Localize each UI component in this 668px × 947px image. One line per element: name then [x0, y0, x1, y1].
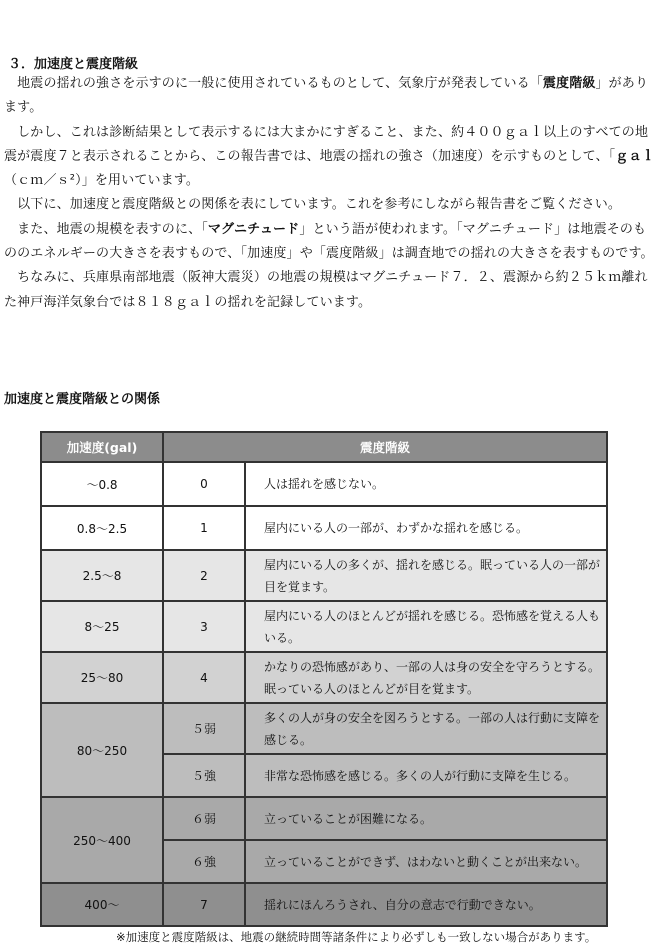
- table-row: [41, 703, 607, 754]
- accel-cell: 8～25: [41, 601, 163, 652]
- paragraph: [4, 266, 656, 315]
- paragraph-text: 」という語が使われます。「マグニチュード」は地震そのもののエネルギーの大きさを表すもので、「加速度」や「震度階級」は調査地での揺れの大きさを表すものです。: [4, 221, 654, 262]
- desc-cell: 多くの人が身の安全を図ろうとする。一部の人は行動に支障を感じる。: [245, 703, 607, 754]
- level-cell: ６弱: [163, 797, 245, 840]
- emphasis-text: 震度階級: [542, 76, 596, 91]
- intensity-table: [40, 431, 608, 927]
- table-row: [41, 462, 607, 506]
- desc-cell: 人は揺れを感じない。: [245, 462, 607, 506]
- paragraph-text: しかし、これは診断結果として表示するには大まかにすぎること、また、約４００ｇａｌ以上のすべての地震が震度７と表示されることから、この報告書では、地震の揺れの強さ（加速度）を示すものとして、「: [4, 124, 649, 164]
- desc-cell: 屋内にいる人のほとんどが揺れを感じる。恐怖感を覚える人もいる。: [245, 601, 607, 652]
- desc-cell: 屋内にいる人の一部が、わずかな揺れを感じる。: [245, 506, 607, 550]
- desc-cell: 屋内にいる人の多くが、揺れを感じる。眠っている人の一部が目を覚ます。: [245, 550, 607, 601]
- paragraph-text: （ｃｍ／ｓ²）」を用いています。: [4, 173, 200, 189]
- desc-cell: 揺れにほんろうされ、自分の意志で行動できない。: [245, 883, 607, 926]
- accel-cell: 2.5～8: [41, 550, 163, 601]
- accel-cell: 400～: [41, 883, 163, 926]
- table-row: [41, 652, 607, 703]
- table-row: [41, 601, 607, 652]
- level-cell: 2: [163, 550, 245, 601]
- paragraph-text: ちなみに、兵庫県南部地震（阪神大震災）の地震の規模はマグニチュード７．２、震源から約２５ｋｍ離れた神戸海洋気象台では８１８ｇａｌの揺れを記録しています。: [4, 270, 648, 310]
- level-cell: ６強: [163, 840, 245, 883]
- section-heading: ３．加速度と震度階級: [8, 57, 139, 72]
- table-row: [41, 550, 607, 601]
- desc-cell: かなりの恐怖感があり、一部の人は身の安全を守ろうとする。眠っている人のほとんどが目を覚ます。: [245, 652, 607, 703]
- accel-cell: 0.8～2.5: [41, 506, 163, 550]
- level-cell: 0: [163, 462, 245, 506]
- level-cell: 1: [163, 506, 245, 550]
- level-cell: ５弱: [163, 703, 245, 754]
- table-row: [41, 797, 607, 840]
- header-acceleration: 加速度(gal): [41, 432, 163, 462]
- level-cell: 3: [163, 601, 245, 652]
- body-text: [4, 72, 656, 315]
- emphasis-text: ｇａｌ: [615, 148, 655, 164]
- emphasis-text: マグニチュード: [207, 221, 300, 237]
- level-cell: 7: [163, 883, 245, 926]
- desc-cell: 立っていることが困難になる。: [245, 797, 607, 840]
- level-cell: ５強: [163, 754, 245, 797]
- accel-cell: 250～400: [41, 797, 163, 883]
- paragraph: [4, 72, 656, 121]
- paragraph-text: 」があります。: [4, 76, 649, 116]
- paragraph: [4, 121, 656, 194]
- footnote: ※加速度と震度階級は、地震の継続時間等諸条件により必ずしも一致しない場合があります。: [116, 930, 597, 944]
- table-row: [41, 883, 607, 926]
- table-header-row: [41, 432, 607, 462]
- level-cell: 4: [163, 652, 245, 703]
- paragraph: [4, 193, 656, 217]
- accel-cell: 80～250: [41, 703, 163, 797]
- accel-cell: 25～80: [41, 652, 163, 703]
- accel-cell: ～0.8: [41, 462, 163, 506]
- paragraph-text: また、地震の規模を表すのに、「: [4, 221, 208, 237]
- paragraph-text: 以下に、加速度と震度階級との関係を表にしています。これを参考にしながら報告書をご覧ください。: [4, 197, 622, 213]
- desc-cell: 立っていることができず、はわないと動くことが出来ない。: [245, 840, 607, 883]
- paragraph-text: 地震の揺れの強さを示すのに一般に使用されているものとして、気象庁が発表している「: [4, 76, 543, 91]
- table-row: [41, 506, 607, 550]
- desc-cell: 非常な恐怖感を感じる。多くの人が行動に支障を生じる。: [245, 754, 607, 797]
- paragraph: [4, 218, 656, 267]
- header-intensity: 震度階級: [163, 432, 607, 462]
- table-title: 加速度と震度階級との関係: [4, 392, 161, 407]
